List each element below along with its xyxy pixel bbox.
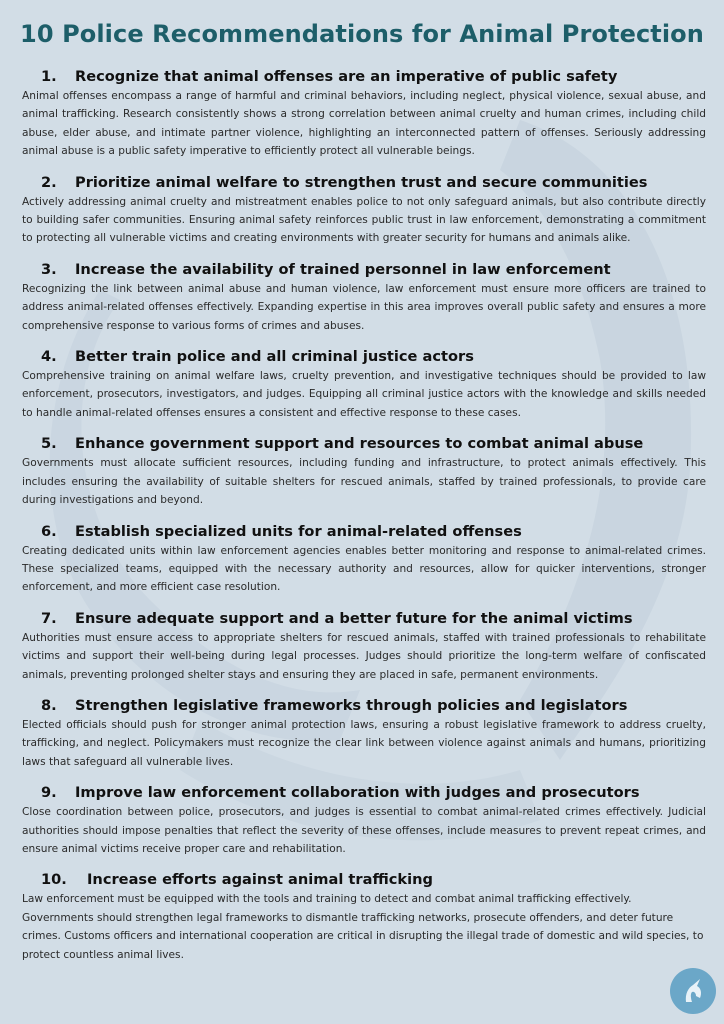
recommendation-heading-text: Improve law enforcement collaboration with judges and prosecutors [75, 784, 640, 802]
recommendation-heading-text: Establish specialized units for animal-related offenses [75, 522, 522, 540]
unicorn-logo-icon [670, 968, 716, 1014]
recommendation-number: 8. [41, 696, 57, 714]
recommendation-heading-text: Increase the availability of trained personnel in law enforcement [75, 260, 611, 278]
recommendation-body: Authorities must ensure access to appropriate shelters for rescued animals, staffed with trained professionals to rehabilitate victims and support their well-being during legal processes. Judges should prioritize the long-term welfare of confiscated animals, preventing prolonged shelter stays and ensuring they are placed in safe, permanent environments. [22, 631, 706, 681]
recommendation-heading [22, 610, 706, 627]
recommendation-heading [22, 523, 706, 540]
recommendation-number: 9. [41, 784, 57, 802]
recommendation-heading [22, 68, 706, 85]
recommendation-body: Animal offenses encompass a range of harmful and criminal behaviors, including neglect, physical violence, sexual abuse, and animal trafficking. Research consistently shows a strong correlation between animal cruelty and human crimes, including child abuse, elder abuse, and intimate partner violence, highlighting an interconnected pattern of offenses. Seriously addressing animal abuse is a public safety imperative to efficiently protect all vulnerable beings. [22, 90, 706, 158]
recommendation-heading-text: Recognize that animal offenses are an imperative of public safety [75, 68, 618, 85]
recommendation-number: 10. [41, 871, 67, 889]
recommendation-body: Law enforcement must be equipped with the tools and training to detect and combat animal trafficking effectively. Governments should strengthen legal frameworks to dismantle trafficking networks, prosecute offenders, and deter future crimes. Customs officers and international cooperation are critical in disrupting the illegal trade of domestic and wild species, to protect countless animal lives. [22, 893, 704, 961]
recommendation-item [22, 435, 706, 509]
recommendation-item [22, 784, 706, 858]
recommendation-number: 2. [41, 173, 57, 191]
recommendation-item [22, 871, 706, 964]
recommendation-body: Creating dedicated units within law enforcement agencies enables better monitoring and response to animal-related crimes. These specialized teams, equipped with the necessary authority and resources, allow for quicker interventions, stronger enforcement, and more efficient case resolution. [22, 544, 706, 594]
recommendation-item [22, 348, 706, 422]
recommendation-item [22, 68, 706, 161]
recommendation-number: 6. [41, 522, 57, 540]
recommendation-body: Comprehensive training on animal welfare laws, cruelty prevention, and investigative techniques should be provided to law enforcement, prosecutors, investigators, and judges. Equipping all criminal justice actors with the knowledge and skills needed to handle animal-related offenses ensures a consistent and effective response to these cases. [22, 370, 706, 419]
recommendation-body: Governments must allocate sufficient resources, including funding and infrastructure, to protect animals effectively. This includes ensuring the availability of suitable shelters for rescued animals, staffed by trained professionals, to provide care during investigations and beyond. [22, 457, 706, 507]
recommendation-body: Actively addressing animal cruelty and mistreatment enables police to not only safeguard animals, but also contribute directly to building safer communities. Ensuring animal safety reinforces public trust in law enforcement, demonstrating a commitment to protecting all vulnerable victims and creating environments with greater security for humans and animals alike. [22, 195, 706, 245]
recommendation-item [22, 697, 706, 771]
recommendation-item [22, 174, 706, 248]
recommendation-heading [22, 871, 706, 888]
recommendation-heading-text: Prioritize animal welfare to strengthen trust and secure communities [75, 173, 648, 191]
recommendation-body: Close coordination between police, prosecutors, and judges is essential to combat animal-related crimes effectively. Judicial authorities should impose penalties that reflect the severity of these offenses, include measures to prevent repeat crimes, and ensure animal victims receive proper care and rehabilitation. [22, 806, 706, 855]
recommendation-heading-text: Enhance government support and resources to combat animal abuse [75, 435, 644, 453]
recommendation-body: Elected officials should push for stronger animal protection laws, ensuring a robust legislative framework to address cruelty, trafficking, and neglect. Policymakers must recognize the clear link between violence against animals and humans, prioritizing laws that safeguard all vulnerable lives. [22, 718, 706, 768]
recommendation-heading-text: Better train police and all criminal justice actors [75, 348, 474, 366]
recommendation-heading [22, 784, 706, 801]
recommendation-heading [22, 697, 706, 714]
recommendation-heading [22, 261, 706, 278]
recommendation-number: 3. [41, 260, 57, 278]
recommendation-heading-text: Ensure adequate support and a better future for the animal victims [75, 609, 633, 627]
recommendation-number: 4. [41, 348, 57, 366]
recommendation-heading [22, 435, 706, 452]
recommendation-heading-text: Increase efforts against animal trafficking [87, 871, 433, 889]
recommendation-number: 7. [41, 609, 57, 627]
recommendation-item [22, 523, 706, 597]
recommendation-heading [22, 348, 706, 365]
recommendation-heading-text: Strengthen legislative frameworks through policies and legislators [75, 696, 628, 714]
recommendation-item [22, 261, 706, 335]
page-title: 10 Police Recommendations for Animal Protection [20, 20, 704, 48]
recommendation-number: 1. [41, 68, 57, 85]
recommendation-number: 5. [41, 435, 57, 453]
recommendation-item [22, 610, 706, 684]
recommendation-body: Recognizing the link between animal abuse and human violence, law enforcement must ensure more officers are trained to address animal-related offenses effectively. Expanding expertise in this area improves overall public safety and ensures a more comprehensive response to various forms of crimes and abuses. [22, 282, 706, 332]
recommendation-heading [22, 174, 706, 191]
recommendation-list [22, 68, 706, 977]
